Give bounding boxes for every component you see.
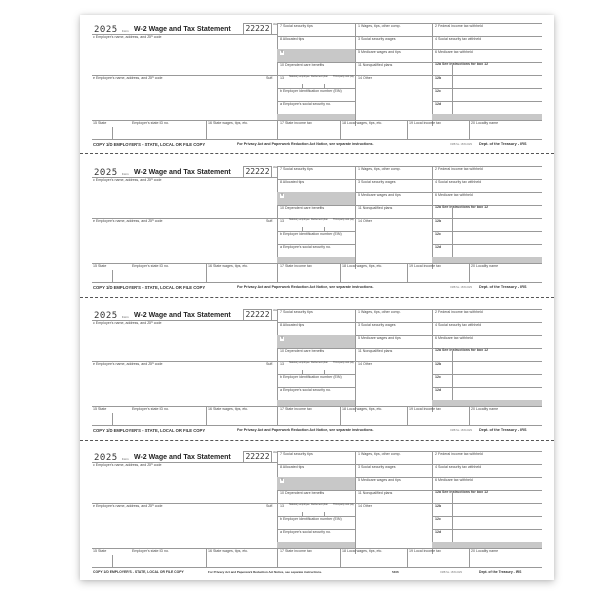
box-15-state-id-label: Employer's state ID no. (132, 264, 170, 268)
w2-sheet (80, 15, 554, 580)
box-12c-label: 12c (435, 232, 441, 236)
box-e-label: e Employee's name, address, and ZIP code (93, 504, 163, 508)
box-1-label: 1 Wages, tips, other comp. (358, 167, 401, 171)
w2-form-copy-1 (92, 21, 542, 151)
box-18-label: 18 Local wages, tips, etc. (342, 264, 383, 268)
third-party-sick-pay-checkbox[interactable]: Third-party sick pay (333, 75, 354, 78)
box-16-label: 16 State wages, tips, etc. (208, 264, 249, 268)
box-c-label: c Employer's name, address, and ZIP code (93, 35, 162, 39)
box-17-label: 17 State income tax (280, 407, 312, 411)
box-10-label: 10 Dependent care benefits (280, 206, 325, 210)
form-title: W-2 Wage and Tax Statement (134, 169, 231, 176)
form-number: 5406 (392, 570, 399, 574)
box-12d-label: 12d (435, 530, 442, 534)
statutory-employee-checkbox[interactable]: Statutory employee (289, 75, 310, 78)
privacy-notice: For Privacy Act and Paperwork Reduction Act Notice, see separate instructions. (237, 428, 374, 432)
box-1-label: 1 Wages, tips, other comp. (358, 24, 401, 28)
box-4-label: 4 Social security tax withheld (435, 323, 482, 327)
box-16-label: 16 State wages, tips, etc. (208, 549, 249, 553)
box-b-ein-label: b Employer identification number (EIN) (280, 89, 342, 93)
box-3-label: 3 Social security wages (358, 37, 396, 41)
statutory-employee-checkbox[interactable]: Statutory employee (289, 503, 310, 506)
box-b-ein-label: b Employer identification number (EIN) (280, 517, 342, 521)
void-label[interactable]: Void (273, 166, 278, 169)
box-10-label: 10 Dependent care benefits (280, 349, 325, 353)
w2-form-copy-4 (92, 449, 542, 579)
omb-number: OMB No. 1545-0029 (440, 571, 462, 574)
box-e-label: e Employee's name, address, and ZIP code (93, 76, 163, 80)
tax-year: 2025 (94, 453, 118, 463)
box-14-label: 14 Other (358, 76, 372, 80)
void-label[interactable]: Void (273, 451, 278, 454)
box-a-ssn-label: a Employee's social security no. (280, 102, 332, 106)
box-19-label: 19 Local income tax (409, 264, 441, 268)
box-12a-label: 12a See instructions for box 12 (435, 62, 489, 66)
copy-label: COPY 1/D EMPLOYER'S - STATE, LOCAL OR FILE COPY (93, 428, 206, 433)
box-1-label: 1 Wages, tips, other comp. (358, 310, 401, 314)
box-19-label: 19 Local income tax (409, 121, 441, 125)
box-11-label: 11 Nonqualified plans (358, 206, 393, 210)
form-title: W-2 Wage and Tax Statement (134, 312, 231, 319)
box-c-label: c Employer's name, address, and ZIP code (93, 321, 162, 325)
box-4-label: 4 Social security tax withheld (435, 180, 482, 184)
box-12a-label: 12a See instructions for box 12 (435, 205, 489, 209)
box-15-label: 15 State (93, 121, 107, 125)
control-code: 22222 (243, 166, 272, 178)
box-19-label: 19 Local income tax (409, 407, 441, 411)
box-2-label: 2 Federal income tax withheld (435, 452, 483, 456)
form-word: Form (122, 457, 129, 461)
box-10-label: 10 Dependent care benefits (280, 63, 325, 67)
form-title: W-2 Wage and Tax Statement (134, 454, 231, 461)
box-17-label: 17 State income tax (280, 264, 312, 268)
control-code: 22222 (243, 23, 272, 35)
box-5-label: 5 Medicare wages and tips (358, 478, 401, 482)
omb-number: OMB No. 1545-0029 (450, 143, 472, 146)
box-15-state-id-label: Employer's state ID no. (132, 407, 170, 411)
suff-label: Suff. (266, 504, 274, 508)
dept-treasury: Dept. of the Treasury - IRS (479, 142, 527, 146)
box-18-label: 18 Local wages, tips, etc. (342, 549, 383, 553)
suff-label: Suff. (266, 219, 274, 223)
copy-label: COPY 1/D EMPLOYER'S - STATE, LOCAL OR FILE COPY (93, 142, 206, 147)
form-word: Form (122, 315, 129, 319)
box-8-label: 8 Allocated tips (280, 323, 305, 327)
box-6-label: 6 Medicare tax withheld (435, 336, 473, 340)
box-12d-label: 12d (435, 245, 442, 249)
tax-year: 2025 (94, 168, 118, 178)
box-16-label: 16 State wages, tips, etc. (208, 121, 249, 125)
box-15-label: 15 State (93, 549, 107, 553)
box-1-label: 1 Wages, tips, other comp. (358, 452, 401, 456)
statutory-employee-checkbox[interactable]: Statutory employee (289, 218, 310, 221)
box-19-label: 19 Local income tax (409, 549, 441, 553)
box-16-label: 16 State wages, tips, etc. (208, 407, 249, 411)
form-title: W-2 Wage and Tax Statement (134, 26, 231, 33)
w2-form-copy-2 (92, 164, 542, 294)
box-3-label: 3 Social security wages (358, 465, 396, 469)
box-9-label: 9 (281, 193, 283, 197)
omb-number: OMB No. 1545-0029 (450, 429, 472, 432)
box-9-label: 9 (281, 336, 283, 340)
retirement-plan-checkbox[interactable]: Retirement plan (311, 218, 328, 221)
box-12b-label: 12b (435, 504, 442, 508)
box-11-label: 11 Nonqualified plans (358, 349, 393, 353)
box-c-label: c Employer's name, address, and ZIP code (93, 178, 162, 182)
box-b-ein-label: b Employer identification number (EIN) (280, 232, 342, 236)
box-17-label: 17 State income tax (280, 121, 312, 125)
suff-label: Suff. (266, 362, 274, 366)
box-e-label: e Employee's name, address, and ZIP code (93, 362, 163, 366)
control-code: 22222 (243, 309, 272, 321)
omb-number: OMB No. 1545-0029 (450, 286, 472, 289)
box-13-label: 13 (280, 504, 284, 508)
dept-treasury: Dept. of the Treasury - IRS (479, 570, 522, 574)
box-12c-label: 12c (435, 517, 441, 521)
privacy-notice: For Privacy Act and Paperwork Reduction Act Notice, see separate instructions. (208, 570, 322, 574)
box-12b-label: 12b (435, 362, 442, 366)
retirement-plan-checkbox[interactable]: Retirement plan (311, 361, 328, 364)
box-9-label: 9 (281, 478, 283, 482)
box-18-label: 18 Local wages, tips, etc. (342, 121, 383, 125)
box-9-label: 9 (281, 50, 283, 54)
box-6-label: 6 Medicare tax withheld (435, 50, 473, 54)
w2-form-copy-3 (92, 307, 542, 437)
box-7-label: 7 Social security tips (280, 24, 313, 28)
third-party-sick-pay-checkbox[interactable]: Third-party sick pay (333, 503, 354, 506)
dept-treasury: Dept. of the Treasury - IRS (479, 428, 527, 432)
dept-treasury: Dept. of the Treasury - IRS (479, 285, 527, 289)
box-14-label: 14 Other (358, 219, 372, 223)
form-word: Form (122, 29, 129, 33)
copy-label: COPY 1/D EMPLOYER'S - STATE, LOCAL OR FILE COPY (93, 570, 184, 574)
box-7-label: 7 Social security tips (280, 167, 313, 171)
form-word: Form (122, 172, 129, 176)
perforation-line (80, 440, 554, 441)
perforation-line (80, 153, 554, 154)
box-20-label: 20 Locality name (471, 121, 499, 125)
copy-label: COPY 1/D EMPLOYER'S - STATE, LOCAL OR FILE COPY (93, 285, 206, 290)
box-15-label: 15 State (93, 264, 107, 268)
tax-year: 2025 (94, 311, 118, 321)
box-12a-label: 12a See instructions for box 12 (435, 348, 489, 352)
box-3-label: 3 Social security wages (358, 180, 396, 184)
box-20-label: 20 Locality name (471, 407, 499, 411)
third-party-sick-pay-checkbox[interactable]: Third-party sick pay (333, 218, 354, 221)
privacy-notice: For Privacy Act and Paperwork Reduction Act Notice, see separate instructions. (237, 142, 374, 146)
box-8-label: 8 Allocated tips (280, 465, 305, 469)
control-code: 22222 (243, 451, 272, 463)
box-c-label: c Employer's name, address, and ZIP code (93, 463, 162, 467)
box-15-state-id-label: Employer's state ID no. (132, 549, 170, 553)
box-8-label: 8 Allocated tips (280, 180, 305, 184)
box-6-label: 6 Medicare tax withheld (435, 193, 473, 197)
suff-label: Suff. (266, 76, 274, 80)
box-2-label: 2 Federal income tax withheld (435, 167, 483, 171)
box-a-ssn-label: a Employee's social security no. (280, 388, 332, 392)
box-15-state-id-label: Employer's state ID no. (132, 121, 170, 125)
box-18-label: 18 Local wages, tips, etc. (342, 407, 383, 411)
retirement-plan-checkbox[interactable]: Retirement plan (311, 503, 328, 506)
box-5-label: 5 Medicare wages and tips (358, 336, 401, 340)
box-7-label: 7 Social security tips (280, 452, 313, 456)
tax-year: 2025 (94, 25, 118, 35)
box-12d-label: 12d (435, 102, 442, 106)
statutory-employee-checkbox[interactable]: Statutory employee (289, 361, 310, 364)
box-12b-label: 12b (435, 76, 442, 80)
box-11-label: 11 Nonqualified plans (358, 491, 393, 495)
third-party-sick-pay-checkbox[interactable]: Third-party sick pay (333, 361, 354, 364)
box-2-label: 2 Federal income tax withheld (435, 310, 483, 314)
box-a-ssn-label: a Employee's social security no. (280, 245, 332, 249)
void-label[interactable]: Void (273, 23, 278, 26)
void-label[interactable]: Void (273, 309, 278, 312)
box-5-label: 5 Medicare wages and tips (358, 50, 401, 54)
box-17-label: 17 State income tax (280, 549, 312, 553)
box-12c-label: 12c (435, 89, 441, 93)
box-2-label: 2 Federal income tax withheld (435, 24, 483, 28)
box-4-label: 4 Social security tax withheld (435, 465, 482, 469)
retirement-plan-checkbox[interactable]: Retirement plan (311, 75, 328, 78)
box-12b-label: 12b (435, 219, 442, 223)
box-a-ssn-label: a Employee's social security no. (280, 530, 332, 534)
box-6-label: 6 Medicare tax withheld (435, 478, 473, 482)
box-b-ein-label: b Employer identification number (EIN) (280, 375, 342, 379)
box-12d-label: 12d (435, 388, 442, 392)
box-15-label: 15 State (93, 407, 107, 411)
box-14-label: 14 Other (358, 504, 372, 508)
box-13-label: 13 (280, 219, 284, 223)
box-12c-label: 12c (435, 375, 441, 379)
box-11-label: 11 Nonqualified plans (358, 63, 393, 67)
box-20-label: 20 Locality name (471, 264, 499, 268)
privacy-notice: For Privacy Act and Paperwork Reduction Act Notice, see separate instructions. (237, 285, 374, 289)
box-12a-label: 12a See instructions for box 12 (435, 490, 489, 494)
box-5-label: 5 Medicare wages and tips (358, 193, 401, 197)
box-14-label: 14 Other (358, 362, 372, 366)
box-4-label: 4 Social security tax withheld (435, 37, 482, 41)
box-20-label: 20 Locality name (471, 549, 499, 553)
box-10-label: 10 Dependent care benefits (280, 491, 325, 495)
perforation-line (80, 297, 554, 298)
box-7-label: 7 Social security tips (280, 310, 313, 314)
box-13-label: 13 (280, 362, 284, 366)
box-3-label: 3 Social security wages (358, 323, 396, 327)
box-8-label: 8 Allocated tips (280, 37, 305, 41)
box-e-label: e Employee's name, address, and ZIP code (93, 219, 163, 223)
box-13-label: 13 (280, 76, 284, 80)
